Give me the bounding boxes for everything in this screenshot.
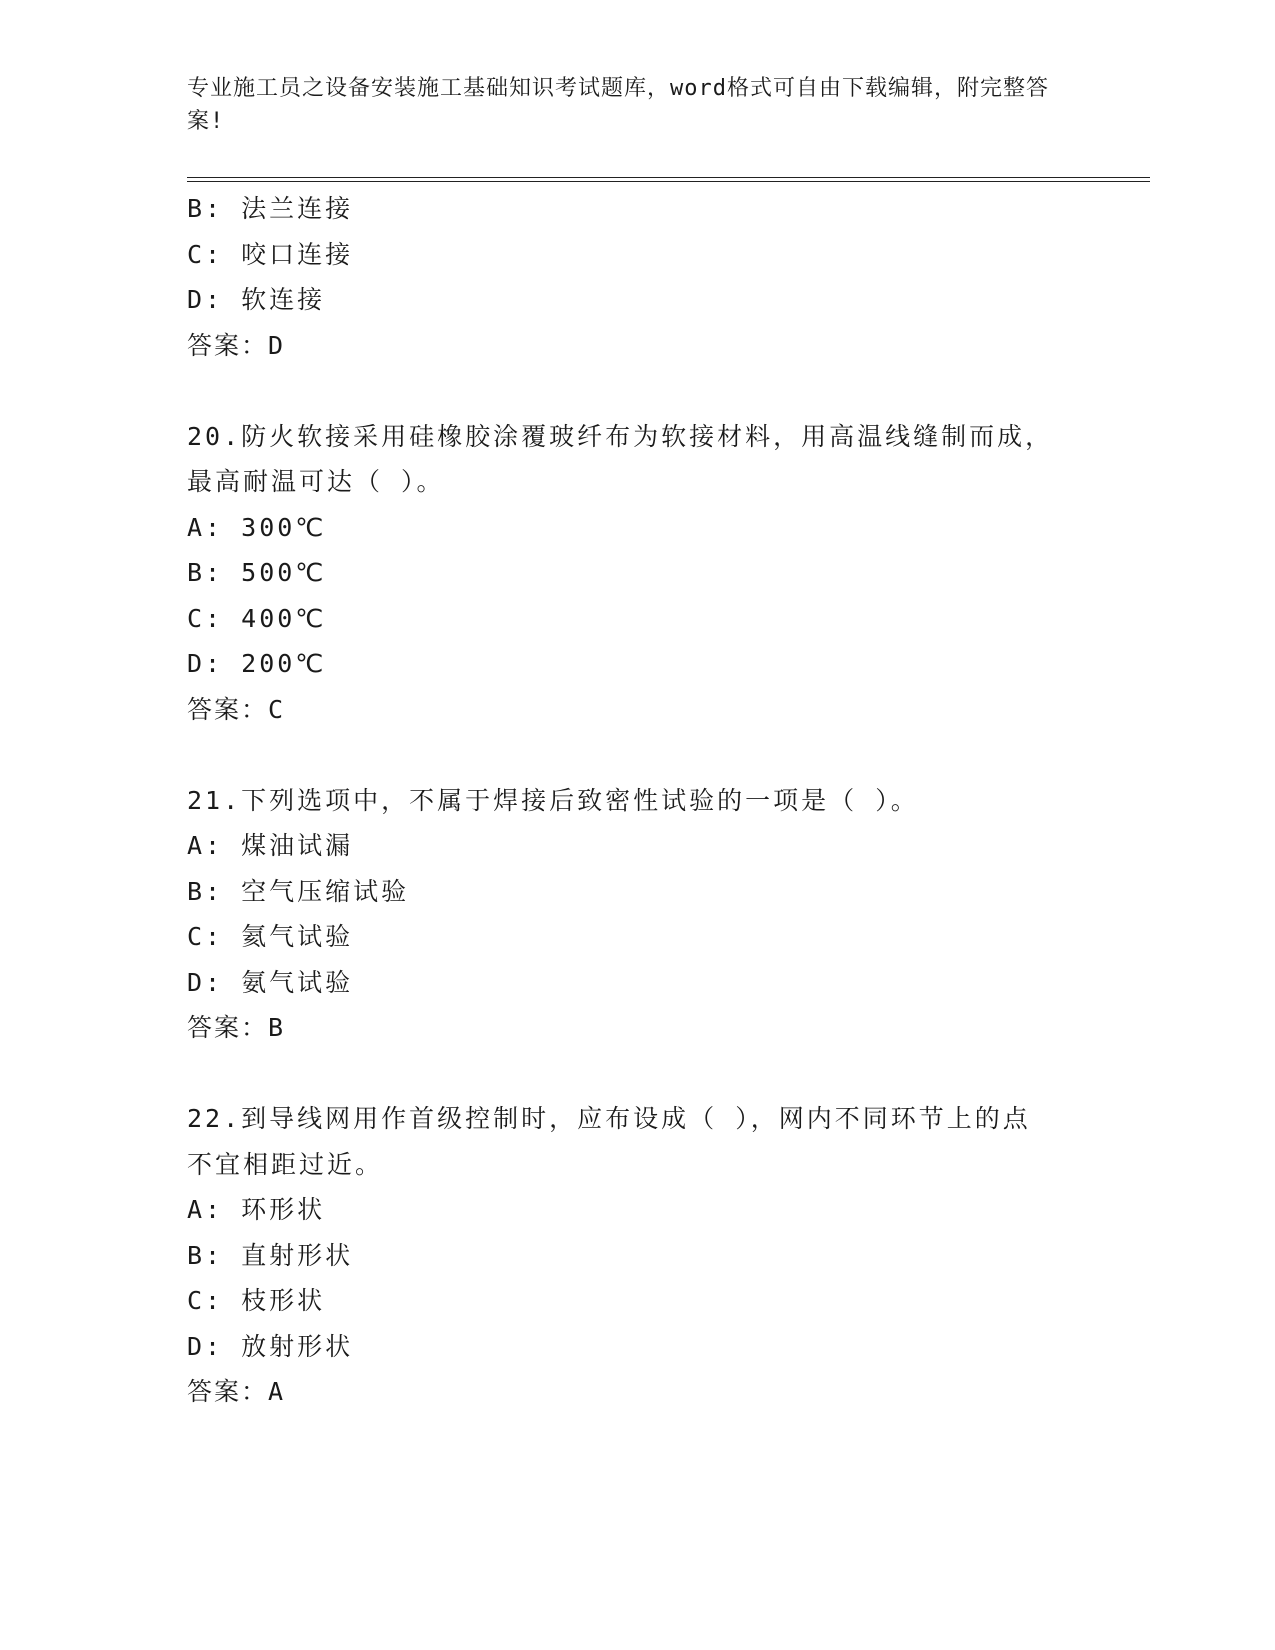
option-c: C: 400℃ [187, 603, 327, 633]
question-stem: 22.到导线网用作首级控制时，应布设成（ ），网内不同环节上的点 [187, 1104, 1031, 1133]
question-block-21 [187, 778, 1087, 1051]
option-b: B: 空气压缩试验 [187, 876, 410, 906]
option-a: A: 300℃ [187, 512, 327, 542]
question-stem: 21.下列选项中，不属于焊接后致密性试验的一项是（ ）。 [187, 785, 919, 815]
question-stem-continued: 不宜相距过近。 [187, 1149, 384, 1179]
header-divider-thin [187, 177, 1150, 178]
answer-line: 答案：C [187, 694, 286, 724]
document-header [187, 72, 1067, 138]
option-a: A: 煤油试漏 [187, 831, 354, 860]
option-b: B: 直射形状 [187, 1240, 354, 1270]
answer-line: 答案：A [187, 1377, 286, 1406]
option-a: A: 环形状 [187, 1195, 326, 1224]
option-b: B: 500℃ [187, 558, 327, 587]
question-block-20 [187, 414, 1087, 733]
answer-line: 答案：D [187, 330, 286, 360]
option-c: C: 咬口连接 [187, 239, 354, 269]
question-stem-continued: 最高耐温可达（ ）。 [187, 467, 445, 496]
option-d: D: 氨气试验 [187, 967, 354, 997]
question-block-22 [187, 1096, 1087, 1415]
question-stem: 20.防火软接采用硅橡胶涂覆玻纤布为软接材料，用高温线缝制而成， [187, 421, 1054, 451]
block-spacer [187, 1051, 1087, 1097]
option-c: C: 氦气试验 [187, 922, 354, 951]
question-list [187, 186, 1087, 1415]
option-d: D: 软连接 [187, 285, 326, 314]
option-b: B: 法兰连接 [187, 194, 354, 223]
header-title: 专业施工员之设备安装施工基础知识考试题库，word格式可自由下载编辑，附完整答案! [187, 76, 1049, 134]
block-spacer [187, 368, 1087, 414]
option-d: D: 放射形状 [187, 1331, 354, 1361]
question-block-19 [187, 186, 1087, 368]
block-spacer [187, 732, 1087, 778]
header-divider-thick [187, 181, 1150, 182]
option-d: D: 200℃ [187, 649, 327, 678]
option-c: C: 枝形状 [187, 1286, 326, 1315]
answer-line: 答案：B [187, 1013, 286, 1042]
